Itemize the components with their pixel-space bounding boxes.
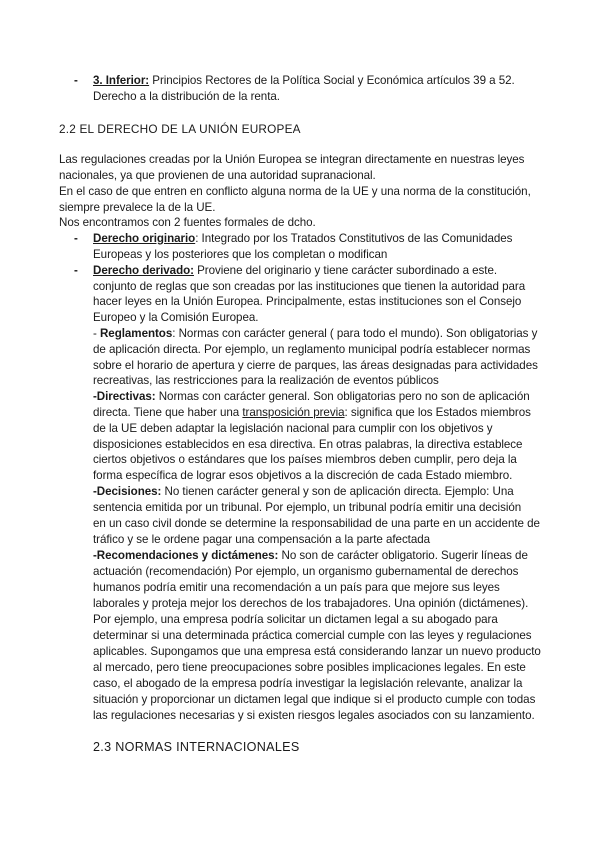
text-line: en un caso civil donde se determine la responsabilidad de una parte en un accidente de: [93, 517, 540, 530]
list-item-inferior: 3. Inferior: Principios Rectores de la Política Social y Económica artículos 39 a 52.: [93, 74, 515, 87]
list-item-label: Derecho originario: [93, 232, 196, 245]
list-item-label: 3. Inferior:: [93, 74, 150, 87]
list-bullet: -: [74, 74, 78, 87]
section-heading: 2.3 NORMAS INTERNACIONALES: [93, 740, 300, 754]
term-label: -Decisiones:: [93, 485, 162, 498]
list-bullet: -: [74, 264, 78, 277]
text-line: las regulaciones necesarias y si existen riesgos legales asociados con su lanzamiento.: [93, 709, 535, 722]
term-label: Reglamentos: [99, 327, 173, 340]
text-line: Por ejemplo, una empresa podría solicitar un dictamen legal a su abogado para: [93, 613, 498, 626]
text-line: situación y proporcionar un dictamen legal que indique si el producto cumple con todas: [93, 693, 536, 706]
reglamentos-paragraph: - Reglamentos: Normas con carácter general ( para todo el mundo). Son obligatorias y: [93, 327, 538, 340]
text-line: de aplicación directa. Por ejemplo, un reglamento municipal podría establecer normas: [93, 343, 531, 356]
text-line: ciertos objetivos o estándares que los países miembros deben cumplir, pero deja la: [93, 453, 517, 466]
list-item-label: Derecho derivado:: [93, 264, 194, 277]
list-item-derecho-derivado: Derecho derivado: Proviene del originario y tiene carácter subordinado a este.: [93, 264, 498, 277]
section-heading: 2.2 EL DERECHO DE LA UNIÓN EUROPEA: [59, 122, 301, 136]
text-line: Nos encontramos con 2 fuentes formales de dcho.: [59, 216, 316, 229]
text-line: aplicables. Supongamos que una empresa está considerando lanzar un nuevo producto: [93, 645, 541, 658]
text-line: al mercado, pero tiene preocupaciones sobre posibles implicaciones legales. En este: [93, 661, 526, 674]
text-line: actuación (recomendación) Por ejemplo, un organismo gubernamental de derechos: [93, 565, 519, 578]
text-line: sobre el horario de apertura y cierre de parques, las áreas designadas para actividades: [93, 359, 538, 372]
recomendaciones-paragraph: -Recomendaciones y dictámenes: No son de carácter obligatorio. Sugerir líneas de: [93, 549, 528, 562]
text-line: nacionales, ya que provienen de una autoridad supranacional.: [59, 169, 376, 182]
text-line: siempre prevalece la de la UE.: [59, 201, 216, 214]
underlined-term: transposición previa: [242, 406, 345, 419]
text-line: determinar si una determinada práctica comercial cumple con las leyes y regulaciones: [93, 629, 532, 642]
text-line: En el caso de que entren en conflicto alguna norma de la UE y una norma de la constitución,: [59, 185, 531, 198]
text-line: tráfico y se le ordene pagar una compensación a la parte afectada: [93, 533, 431, 546]
text-line: hacer leyes en la Unión Europea. Principalmente, estas instituciones son el Consejo: [93, 295, 522, 308]
text-line: humanos podría emitir una recomendación a un país para que mejore sus leyes: [93, 581, 500, 594]
text-line: Las regulaciones creadas por la Unión Europea se integran directamente en nuestras leyes: [59, 153, 525, 166]
decisiones-paragraph: -Decisiones: No tienen carácter general y son de aplicación directa. Ejemplo: Una: [93, 485, 514, 498]
text-line: caso, el abogado de la empresa podría investigar la legislación relevante, analizar la: [93, 677, 523, 690]
text-line: recreativas, las restricciones para la realización de eventos públicos: [93, 374, 439, 387]
term-label: -Recomendaciones y dictámenes:: [93, 549, 279, 562]
text-line: sentencia emitida por un tribunal. Por ejemplo, un tribunal podría emitir una decisión: [93, 501, 522, 514]
text-line: directa. Tiene que haber una transposición previa: significa que los Estados miembros: [93, 406, 531, 419]
list-item-derecho-originario: Derecho originario: Integrado por los Tratados Constitutivos de las Comunidades: [93, 232, 513, 245]
text-line: Derecho a la distribución de la renta.: [93, 90, 280, 103]
text-line: conjunto de reglas que son creadas por las instituciones que tienen la autoridad para: [93, 280, 526, 293]
list-bullet: -: [74, 232, 78, 245]
directivas-paragraph: -Directivas: Normas con carácter general. Son obligatorias pero no son de aplicación: [93, 390, 530, 403]
text-line: disposiciones establecidos en esa directiva. En otras palabras, la directiva establece: [93, 438, 523, 451]
text-line: forma específica de lograr esos objetivos a la discreción de cada Estado miembro.: [93, 469, 513, 482]
text-line: laborales y proteja mejor los derechos de los trabajadores. Una opinión (dictámenes).: [93, 597, 529, 610]
text-line: de la UE deben adaptar la legislación nacional para cumplir con los objetivos y: [93, 422, 493, 435]
text-line: Europeas y los posteriores que los completan o modifican: [93, 248, 388, 261]
term-label: -Directivas:: [93, 390, 156, 403]
text-line: Europeo y la Comisión Europea.: [93, 311, 259, 324]
